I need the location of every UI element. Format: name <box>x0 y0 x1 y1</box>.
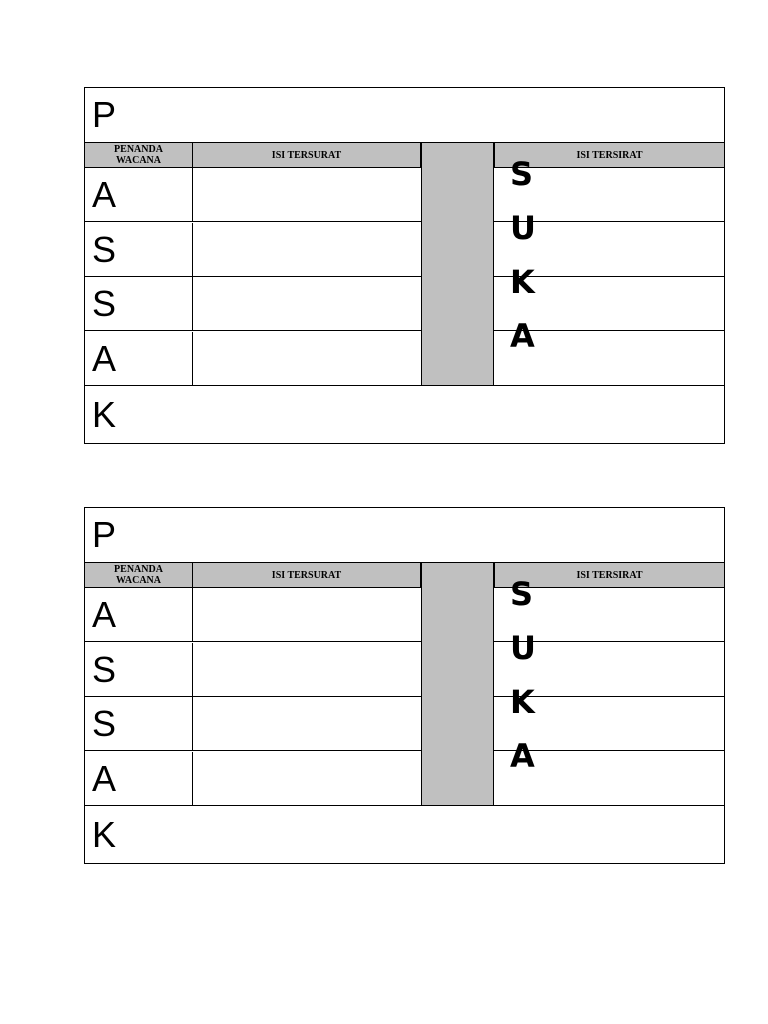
header-penanda-wacana <box>85 563 193 588</box>
row-letter-cell <box>85 223 193 277</box>
row-letter-cell <box>85 752 193 806</box>
row-letter-cell <box>85 277 193 331</box>
header-isi-tersurat: ISI TERSURAT <box>193 563 421 588</box>
suka-letter: K <box>510 683 535 721</box>
row-p <box>85 88 724 143</box>
row-letter-cell <box>85 168 193 222</box>
suka-letter: A <box>510 317 535 355</box>
letter-k: K <box>92 813 117 855</box>
row-letter-cell <box>85 643 193 697</box>
header-penanda-wacana <box>85 143 193 168</box>
worksheet-table-1 <box>84 87 725 444</box>
worksheet-table-2 <box>84 507 725 864</box>
tersurat-cell[interactable] <box>193 168 421 222</box>
suka-letter: S <box>510 155 534 193</box>
suka-letter: U <box>510 629 536 667</box>
tersurat-cell[interactable] <box>193 588 421 642</box>
suka-letter: U <box>510 209 536 247</box>
row-letter: A <box>92 757 117 799</box>
row-letter: A <box>92 173 117 215</box>
header-isi-tersurat: ISI TERSURAT <box>193 143 421 168</box>
row-letter: S <box>92 228 117 270</box>
tersurat-cell[interactable] <box>193 277 421 331</box>
gray-divider-column <box>421 563 494 806</box>
letter-k: K <box>92 393 117 435</box>
letter-p: P <box>92 94 117 135</box>
header-penanda-line1: PENANDA <box>114 564 163 575</box>
tersurat-cell[interactable] <box>193 697 421 751</box>
letter-p: P <box>92 514 117 555</box>
tersurat-cell[interactable] <box>193 643 421 697</box>
tersurat-cell[interactable] <box>193 332 421 386</box>
row-letter-cell <box>85 697 193 751</box>
row-p <box>85 508 724 563</box>
row-letter-cell <box>85 588 193 642</box>
header-penanda-line1: PENANDA <box>114 144 163 155</box>
row-k <box>85 386 724 443</box>
header-isi-tersirat: ISI TERSIRAT <box>494 143 724 168</box>
suka-letter: K <box>510 263 535 301</box>
row-letter: S <box>92 648 117 690</box>
header-isi-tersirat: ISI TERSIRAT <box>494 563 724 588</box>
gray-divider-column <box>421 143 494 386</box>
row-letter: S <box>92 702 117 744</box>
tersurat-cell[interactable] <box>193 223 421 277</box>
row-letter: A <box>92 337 117 379</box>
tersurat-cell[interactable] <box>193 752 421 806</box>
row-k <box>85 806 724 863</box>
row-letter: S <box>92 282 117 324</box>
header-penanda-line2: WACANA <box>116 155 161 166</box>
header-penanda-line2: WACANA <box>116 575 161 586</box>
row-letter: A <box>92 593 117 635</box>
suka-letter: A <box>510 737 535 775</box>
suka-letter: S <box>510 575 534 613</box>
row-letter-cell <box>85 332 193 386</box>
